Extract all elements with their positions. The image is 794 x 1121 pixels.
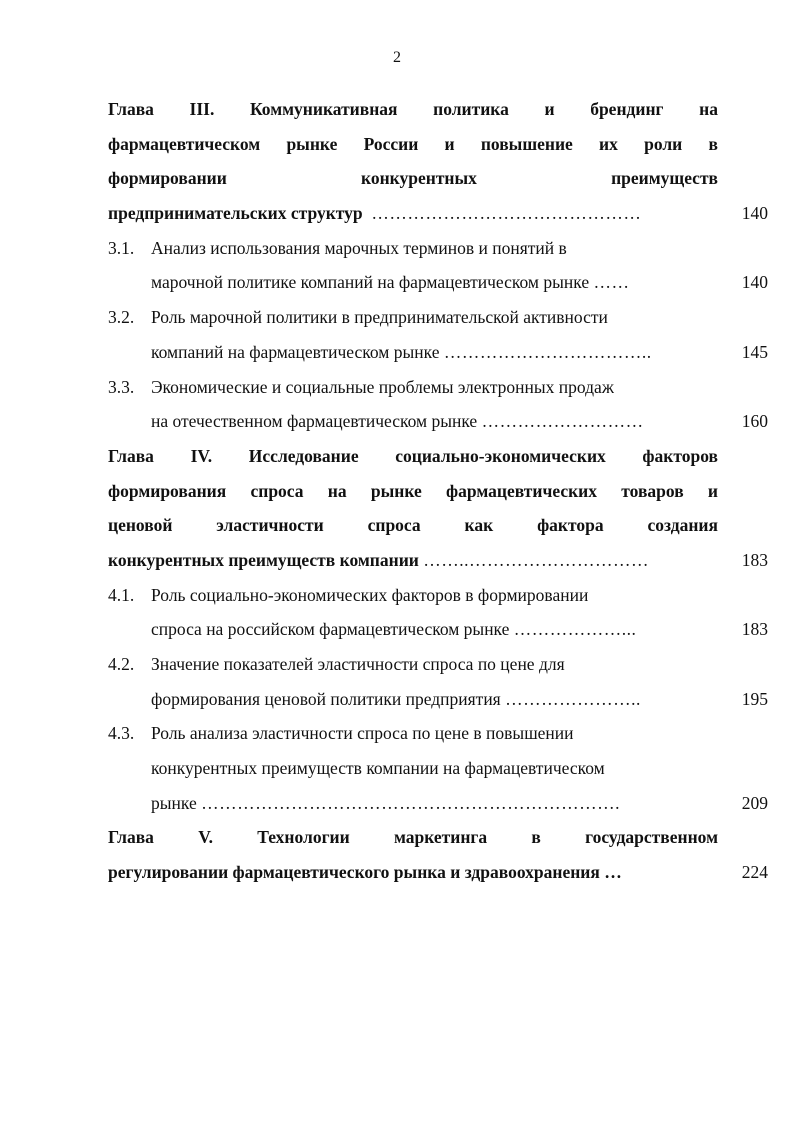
toc-section-4-1: 4.1. Роль социально-экономических факторов в формировании спроса на российском фармацевтическом рынке ………………... 183: [108, 578, 768, 647]
table-of-contents: [108, 92, 768, 890]
toc-page-ref: 183: [741, 619, 768, 640]
toc-chapter-5: [108, 820, 768, 889]
toc-page-ref: 140: [741, 272, 768, 293]
toc-chapter-3-line-2: фармацевтическом рынке России и повышение их роли в: [108, 133, 718, 154]
toc-chapter-5-line-2: регулировании фармацевтического рынка и здравоохранения … 224: [108, 855, 768, 890]
toc-section-4-3: 4.3. Роль анализа эластичности спроса по цене в повышении конкурентных преимуществ компании на фармацевтическом рынке ……………………………………………………………. 209: [108, 716, 768, 820]
toc-section-3-2: 3.2. Роль марочной политики в предпринимательской активности компаний на фармацевтическом рынке …………………………….. 145: [108, 300, 768, 369]
toc-page-ref: 183: [741, 549, 768, 570]
toc-chapter-4: [108, 439, 768, 578]
toc-page-ref: 145: [741, 341, 768, 362]
toc-page-ref: 209: [741, 792, 768, 813]
toc-chapter-4-line-1: Глава IV. Исследование социально-экономических факторов: [108, 445, 718, 466]
toc-chapter-5-line-1: Глава V. Технологии маркетинга в государственном: [108, 827, 718, 848]
toc-section-4-2: 4.2. Значение показателей эластичности спроса по цене для формирования ценовой политики предприятия ………………….. 195: [108, 647, 768, 716]
toc-page-ref: 140: [741, 203, 768, 224]
toc-page-ref: 160: [741, 411, 768, 432]
toc-chapter-4-line-3: ценовой эластичности спроса как фактора создания: [108, 515, 718, 536]
toc-chapter-4-line-2: формирования спроса на рынке фармацевтических товаров и: [108, 480, 718, 501]
page-number: 2: [393, 49, 401, 66]
toc-page-ref: 195: [741, 688, 768, 709]
toc-chapter-3: [108, 92, 768, 231]
toc-chapter-3-line-3: формировании конкурентных преимуществ: [108, 168, 718, 189]
toc-page-ref: 224: [741, 862, 768, 883]
toc-chapter-3-line-4: предпринимательских структур ……………………………………… 140: [108, 196, 768, 231]
toc-section-3-3: 3.3. Экономические и социальные проблемы электронных продаж на отечественном фармацевтическом рынке ……………………… 160: [108, 370, 768, 439]
toc-section-3-1: 3.1. Анализ использования марочных терминов и понятий в марочной политике компаний на фармацевтическом рынке …… 140: [108, 231, 768, 300]
toc-chapter-3-line-1: Глава III. Коммуникативная политика и брендинг на: [108, 99, 718, 119]
toc-chapter-4-line-4: конкурентных преимуществ компании ……..………………………… 183: [108, 543, 768, 578]
